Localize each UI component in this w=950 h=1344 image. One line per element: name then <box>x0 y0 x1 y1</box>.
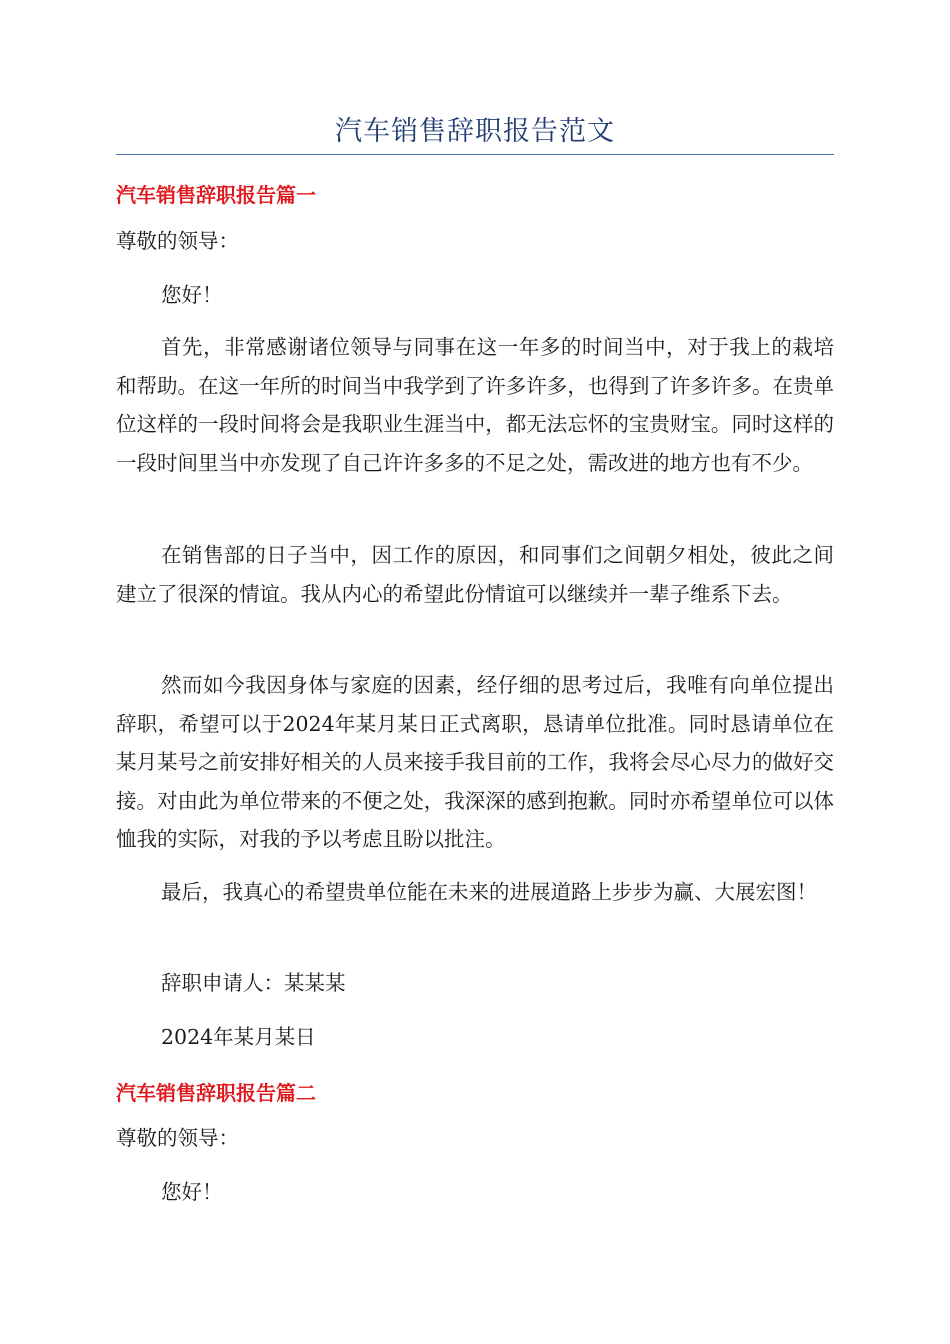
document-title: 汽车销售辞职报告范文 <box>335 116 615 147</box>
body-paragraph-1: 首先，非常感谢诸位领导与同事在这一年多的时间当中，对于我上的栽培和帮助。在这一年所的时间当中我学到了许多许多，也得到了许多许多。在贵单位这样的一段时间将会是我职业生涯当中，都无法忘怀的宝贵财宝。同时这样的一段时间里当中亦发现了自己许许多多的不足之处，需改进的地方也有不少。 <box>116 335 834 475</box>
body-paragraph-4: 最后，我真心的希望贵单位能在未来的进展道路上步步为赢、大展宏图！ <box>161 880 817 904</box>
salutation-2: 尊敬的领导： <box>116 1126 239 1150</box>
section-heading-1: 汽车销售辞职报告篇一 <box>116 183 316 207</box>
body-paragraph-3: 然而如今我因身体与家庭的因素，经仔细的思考过后，我唯有向单位提出辞职，希望可以于2024年某月某日正式离职，恳请单位批准。同时恳请单位在某月某号之前安排好相关的人员来接手我目前的工作，我将会尽心尽力的做好交接。对由此为单位带来的不便之处，我深深的感到抱歉。同时亦希望单位可以体恤我的实际，对我的予以考虑且盼以批注。 <box>116 673 834 851</box>
title-divider <box>116 154 834 155</box>
greeting-2: 您好！ <box>161 1180 223 1204</box>
date-line: 2024年某月某日 <box>161 1025 316 1049</box>
signature-line: 辞职申请人：某某某 <box>161 971 346 995</box>
body-paragraph-2: 在销售部的日子当中，因工作的原因，和同事们之间朝夕相处，彼此之间建立了很深的情谊。我从内心的希望此份情谊可以继续并一辈子维系下去。 <box>116 543 834 606</box>
greeting-1: 您好！ <box>161 283 223 307</box>
section-heading-2: 汽车销售辞职报告篇二 <box>116 1081 316 1105</box>
salutation-1: 尊敬的领导： <box>116 229 239 253</box>
